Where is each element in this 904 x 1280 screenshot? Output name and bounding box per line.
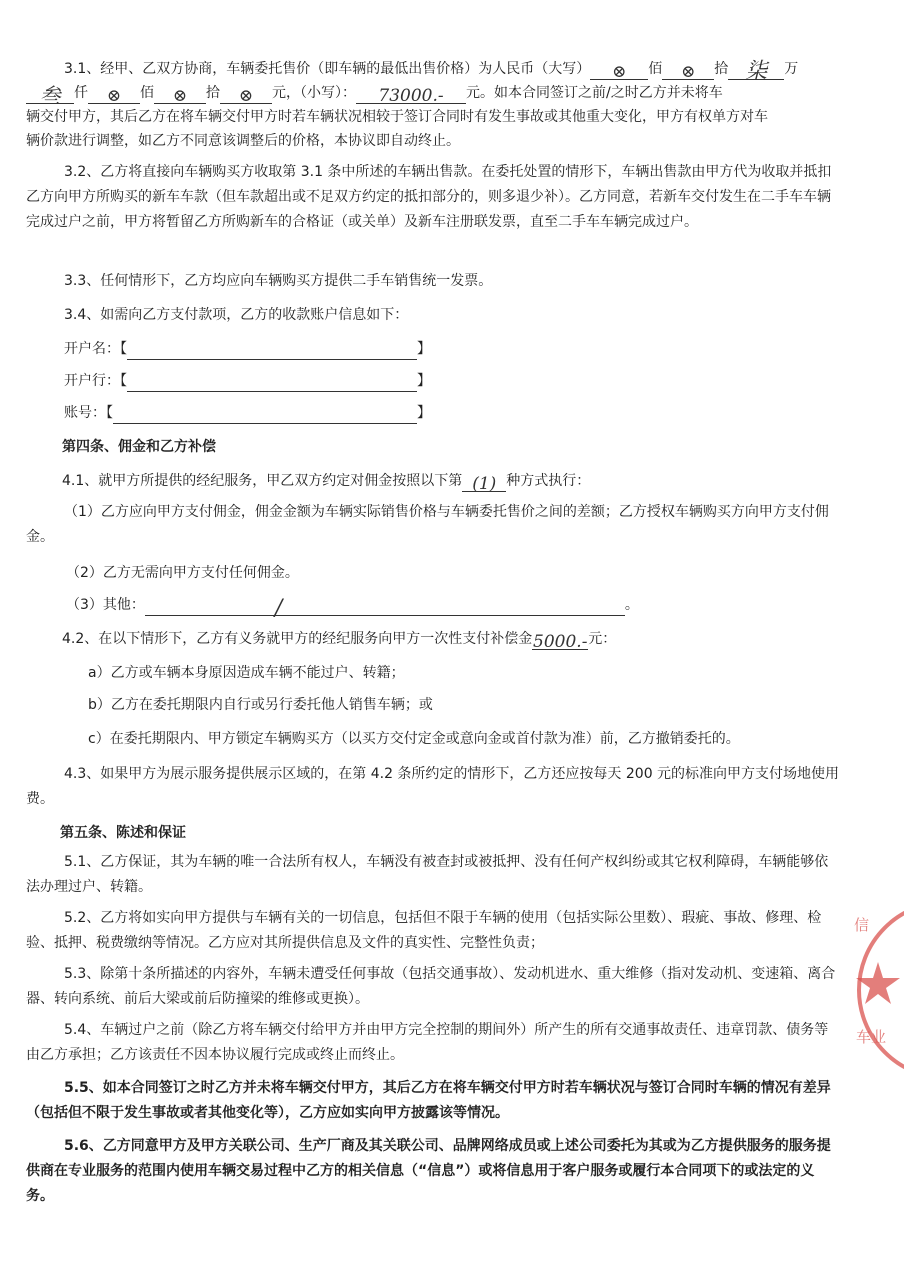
account-no-field[interactable] — [113, 405, 417, 424]
unit-shi: 拾 — [714, 61, 729, 77]
account-no-label: 账号：【 — [64, 405, 113, 421]
clause-3-1-line-1 — [26, 58, 841, 84]
bracket-close: 】 — [417, 373, 431, 389]
unit-bai: 佰 — [648, 61, 663, 77]
clause-3-2: 3.2、乙方将直接向车辆购买方收取第 3.1 条中所述的车辆出售款。在委托处置的情形下，车辆出售款由甲方代为收取并抵扣乙方向甲方所购买的新车车款（但车款超出或不足双方约定的抵扣部分的，则多退少补）。乙方同意，若新车交付发生在二手车车辆完成过户之前，甲方将暂留乙方所购新车的合格证（或关单）及新车注册联发票，直至二手车车辆完成过户。 — [26, 164, 832, 230]
account-name-label: 开户名：【 — [64, 341, 127, 357]
bank-label: 开户行：【 — [64, 373, 127, 389]
hw-option-choice: (1) — [462, 473, 506, 492]
unit-yuan: 元，（小写）： — [272, 85, 356, 101]
unit-wan: 万 — [784, 61, 799, 77]
item-a: a）乙方或车辆本身原因造成车辆不能过户、转籍； — [88, 665, 405, 681]
bracket-close: 】 — [417, 405, 431, 421]
option-3-end: 。 — [624, 597, 639, 613]
option-1: （1）乙方应向甲方支付佣金，佣金金额为车辆实际销售价格与车辆委托售价之间的差额；乙方授权车辆购买方向甲方支付佣金。 — [26, 504, 829, 545]
option-3 — [26, 594, 841, 621]
clause-5-1: 5.1、乙方保证，其为车辆的唯一合法所有权人，车辆没有被查封或被抵押、没有任何产权纠纷或其它权利障碍，车辆能够依法办理过户、转籍。 — [26, 854, 829, 895]
hw-wan: 柒 — [728, 61, 784, 80]
clause-5-5: 5.5、如本合同签订之时乙方并未将车辆交付甲方，其后乙方在将车辆交付甲方时若车辆状况与签订合同时车辆的情况有差异（包括但不限于发生事故或者其他变化等），乙方应如实向甲方披露该等情况。 — [26, 1080, 831, 1121]
clause-4-2 — [26, 628, 841, 650]
svg-text:车业: 车业 — [856, 1028, 887, 1046]
article-5-title: 第五条、陈述和保证 — [60, 825, 186, 841]
clause-4-2-text: 4.2、在以下情形下，乙方有义务就甲方的经纪服务向甲方一次性支付补偿金 — [62, 631, 533, 647]
clause-3-1-line-4: 辆价款进行调整，如乙方不同意该调整后的价格，本协议即自动终止。 — [26, 133, 460, 149]
clause-5-3: 5.3、除第十条所描述的内容外，车辆未遭受任何事故（包括交通事故）、发动机进水、重大维修（指对发动机、变速箱、离合器、转向系统、前后大梁或前后防撞梁的维修或更换）。 — [26, 966, 836, 1007]
item-b: b）乙方在委托期限内自行或另行委托他人销售车辆；或 — [88, 697, 433, 713]
clause-3-1-text: 3.1、经甲、乙双方协商，车辆委托售价（即车辆的最低出售价格）为人民币（大写） — [64, 61, 591, 77]
account-name-row — [26, 338, 841, 360]
hw-option-3: / — [145, 598, 625, 616]
option-2: （2）乙方无需向甲方支付任何佣金。 — [66, 565, 299, 581]
item-c: c）在委托期限内、甲方锁定车辆购买方（以买方交付定金或意向金或首付款为准）前，乙方撤销委托的。 — [88, 731, 740, 747]
clause-4-1-text: 4.1、就甲方所提供的经纪服务，甲乙双方约定对佣金按照以下第 — [62, 473, 463, 489]
article-4-title: 第四条、佣金和乙方补偿 — [62, 439, 216, 455]
clause-4-3: 4.3、如果甲方为展示服务提供展示区域的，在第 4.2 条所约定的情形下，乙方还应按每天 200 元的标准向甲方支付场地使用费。 — [26, 766, 840, 807]
hw-bai-wan: ⊗ — [590, 61, 648, 80]
clause-3-1-text-b: 元。如本合同签订之前/之时乙方并未将车 — [466, 85, 723, 101]
option-3-label: （3）其他： — [66, 597, 145, 613]
unit-bai-2: 佰 — [140, 85, 154, 101]
clause-4-1 — [26, 470, 841, 492]
clause-5-4: 5.4、车辆过户之前（除乙方将车辆交付给甲方并由甲方完全控制的期间外）所产生的所有交通事故责任、违章罚款、债务等由乙方承担；乙方该责任不因本协议履行完成或终止而终止。 — [26, 1022, 829, 1063]
bank-row — [26, 370, 841, 392]
clause-3-3: 3.3、任何情形下，乙方均应向车辆购买方提供二手车销售统一发票。 — [64, 273, 493, 289]
bank-field[interactable] — [127, 373, 417, 392]
clause-4-1-text-b: 种方式执行： — [506, 473, 591, 489]
stamp-seal-icon — [852, 900, 904, 1090]
clause-5-2: 5.2、乙方将如实向甲方提供与车辆有关的一切信息，包括但不限于车辆的使用（包括实际公里数）、瑕疵、事故、修理、检验、抵押、税费缴纳等情况。乙方应对其所提供信息及文件的真实性、完整性负责； — [26, 910, 822, 951]
hw-qian: 叁 — [26, 85, 74, 104]
svg-text:信: 信 — [854, 916, 870, 934]
hw-amount: 73000.- — [356, 85, 466, 104]
account-no-row — [26, 402, 841, 424]
clause-5-6: 5.6、乙方同意甲方及甲方关联公司、生产厂商及其关联公司、品牌网络成员或上述公司委托为其或为乙方提供服务的服务提供商在专业服务的范围内使用车辆交易过程中乙方的相关信息（“信息”）或将信息用于客户服务或履行本合同项下的或法定的义务。 — [26, 1138, 831, 1204]
hw-yuan: ⊗ — [220, 85, 272, 104]
bracket-close: 】 — [417, 341, 431, 357]
unit-shi-2: 拾 — [206, 85, 220, 101]
hw-shi: ⊗ — [154, 85, 206, 104]
hw-bai: ⊗ — [88, 85, 140, 104]
unit-qian: 仟 — [74, 85, 88, 101]
hw-shi-wan: ⊗ — [662, 61, 714, 80]
company-stamp — [852, 900, 904, 1090]
clause-3-4: 3.4、如需向乙方支付款项，乙方的收款账户信息如下： — [64, 307, 409, 323]
clause-3-1-line-3: 辆交付甲方，其后乙方在将车辆交付甲方时若车辆状况相较于签订合同时有发生事故或其他重大变化，甲方有权单方对车 — [26, 109, 768, 125]
hw-compensation: 5000.- — [533, 632, 588, 652]
clause-4-2-text-b: 元： — [588, 631, 617, 647]
clause-3-1-line-2 — [26, 82, 841, 108]
account-name-field[interactable] — [127, 341, 417, 360]
